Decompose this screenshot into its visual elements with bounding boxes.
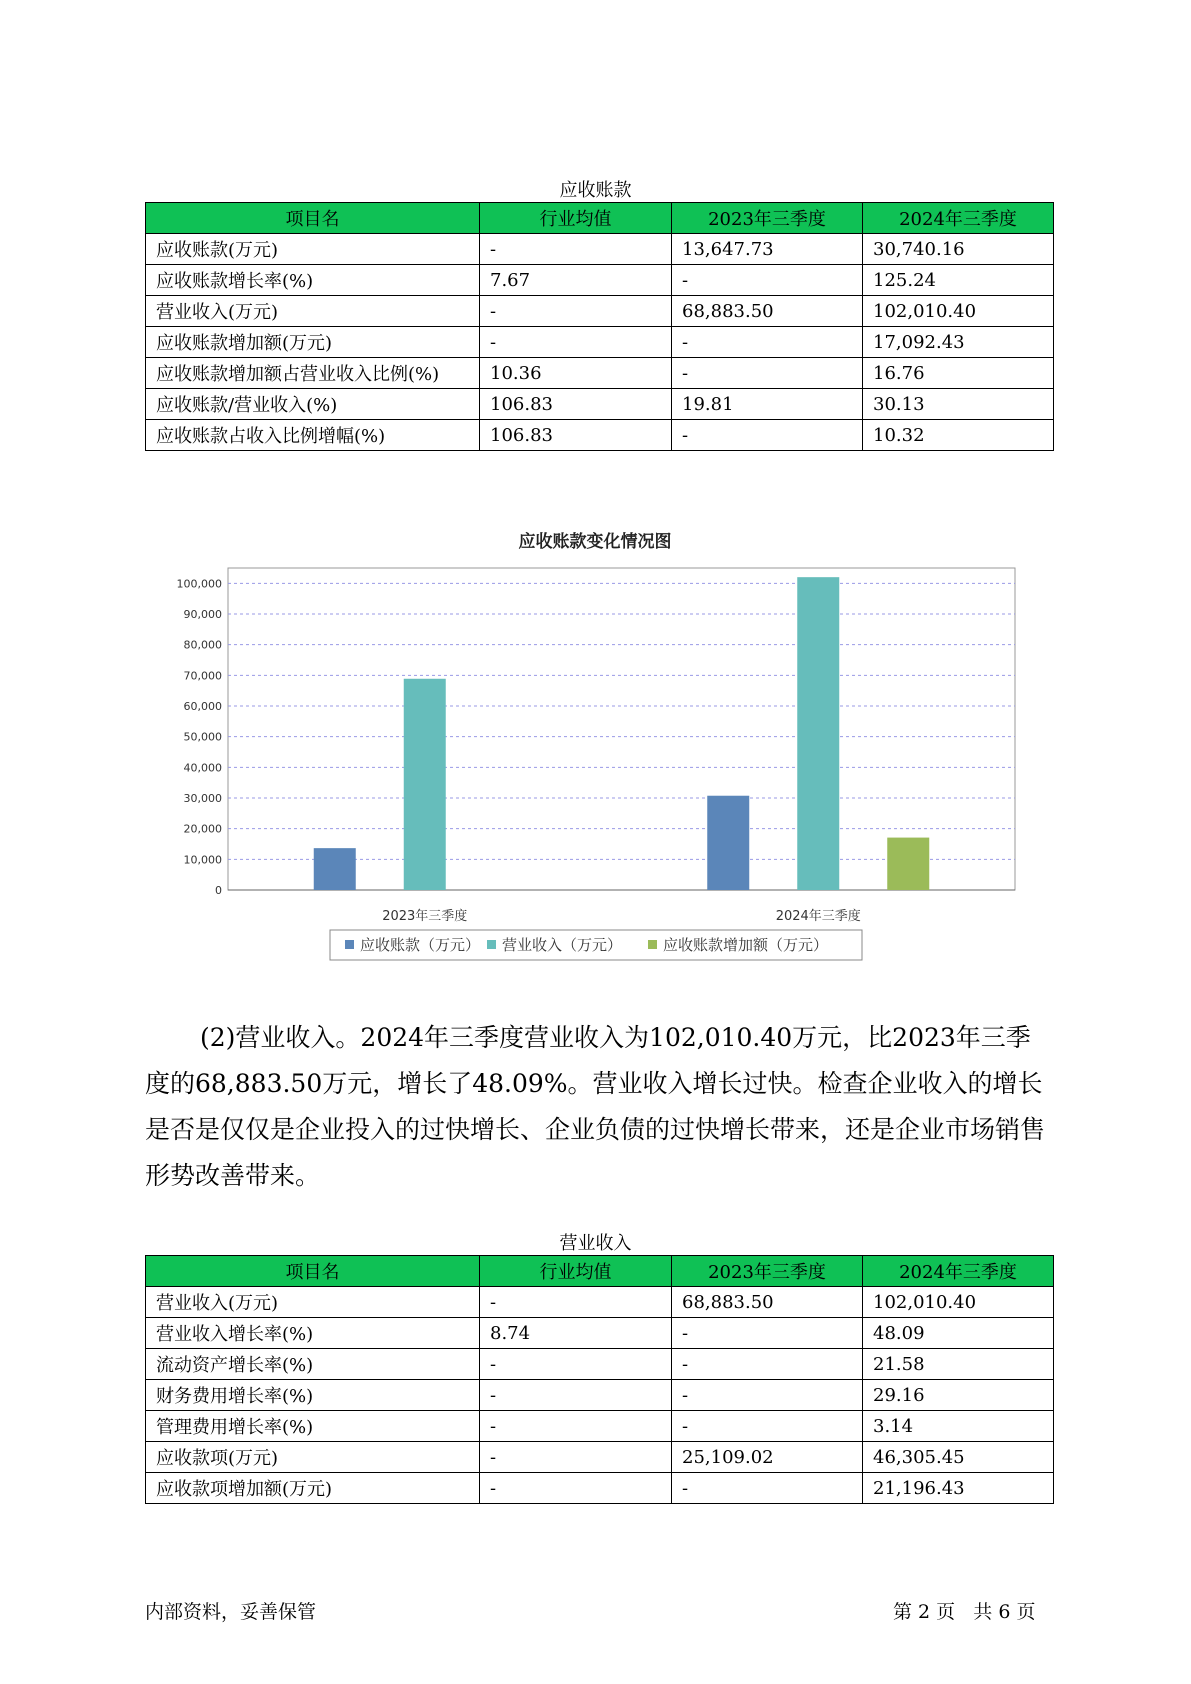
receivables-change-chart: [145, 518, 1045, 978]
y-tick-label: 40,000: [183, 761, 222, 775]
table-row: [146, 1473, 1054, 1504]
legend-swatch-3: [648, 940, 657, 949]
table-cell: -: [672, 1349, 863, 1380]
header-2024q3: 2024年三季度: [863, 1256, 1054, 1287]
table-cell: 68,883.50: [672, 1287, 863, 1318]
legend-label: 应收账款（万元）: [360, 936, 481, 954]
y-tick-label: 60,000: [183, 700, 222, 713]
table-cell: 17,092.43: [863, 327, 1054, 358]
table-cell: 8.74: [480, 1318, 672, 1349]
table-cell: 102,010.40: [863, 1287, 1054, 1318]
table-row: [146, 1380, 1054, 1411]
table-cell: 68,883.50: [672, 296, 863, 327]
table-cell: -: [672, 358, 863, 389]
table-cell: 应收账款增长率(%): [146, 265, 480, 296]
y-tick-label: 0: [215, 884, 222, 897]
table-row: [146, 234, 1054, 265]
table-row: [146, 265, 1054, 296]
table-cell: 财务费用增长率(%): [146, 1380, 480, 1411]
chart-title: 应收账款变化情况图: [518, 532, 672, 552]
table-cell: 25,109.02: [672, 1442, 863, 1473]
table-cell: -: [480, 1349, 672, 1380]
header-industry-avg: 行业均值: [480, 1256, 672, 1287]
header-2024q3: 2024年三季度: [863, 203, 1054, 234]
table-row: [146, 1442, 1054, 1473]
table-cell: 13,647.73: [672, 234, 863, 265]
table-cell: 10.36: [480, 358, 672, 389]
legend-label: 营业收入（万元）: [502, 936, 623, 954]
header-2023q3: 2023年三季度: [672, 203, 863, 234]
receivables-table: [145, 202, 1054, 451]
table-cell: -: [672, 265, 863, 296]
header-industry-avg: 行业均值: [480, 203, 672, 234]
table-cell: 应收款项增加额(万元): [146, 1473, 480, 1504]
table-cell: 21,196.43: [863, 1473, 1054, 1504]
table-cell: 营业收入(万元): [146, 1287, 480, 1318]
table-cell: 125.24: [863, 265, 1054, 296]
table-cell: 21.58: [863, 1349, 1054, 1380]
table-cell: 19.81: [672, 389, 863, 420]
table-cell: -: [672, 1473, 863, 1504]
table-cell: -: [480, 1411, 672, 1442]
footer-confidential-note: 内部资料，妥善保管: [145, 1601, 317, 1623]
table-cell: 102,010.40: [863, 296, 1054, 327]
table-cell: -: [480, 1380, 672, 1411]
table-header-row: [146, 203, 1054, 234]
table-cell: 营业收入(万元): [146, 296, 480, 327]
table-cell: 30.13: [863, 389, 1054, 420]
table-cell: 29.16: [863, 1380, 1054, 1411]
table-cell: 10.32: [863, 420, 1054, 451]
table-cell: 3.14: [863, 1411, 1054, 1442]
y-tick-label: 70,000: [183, 669, 222, 683]
table-cell: 7.67: [480, 265, 672, 296]
x-category-label: 2023年三季度: [382, 909, 468, 924]
y-tick-label: 90,000: [183, 608, 222, 621]
table-cell: 应收账款/营业收入(%): [146, 389, 480, 420]
bar-1-1: [314, 848, 356, 890]
revenue-table: [145, 1255, 1054, 1504]
table-cell: -: [480, 234, 672, 265]
table-row: [146, 1318, 1054, 1349]
y-tick-label: 10,000: [183, 853, 222, 867]
table-cell: -: [480, 1287, 672, 1318]
legend-swatch-2: [487, 940, 496, 949]
bar-2-1: [404, 679, 446, 890]
table-cell: 应收账款占收入比例增幅(%): [146, 420, 480, 451]
revenue-analysis-paragraph: (2)营业收入。2024年三季度营业收入为102,010.40万元，比2023年三季度的68,883.50万元，增长了48.09%。营业收入增长过快。检查企业收入的增长是否是仅仅是企业投入的过快增长、企业负债的过快增长带来，还是企业市场销售形势改善带来。: [145, 1023, 1046, 1190]
table-cell: -: [672, 420, 863, 451]
legend-label: 应收账款增加额（万元）: [663, 936, 829, 954]
table2-caption: 营业收入: [559, 1233, 632, 1254]
table-cell: 应收账款(万元): [146, 234, 480, 265]
y-tick-label: 100,000: [176, 577, 222, 591]
table-cell: -: [480, 1442, 672, 1473]
bar-1-2: [707, 796, 749, 890]
table-cell: -: [672, 1411, 863, 1442]
table-cell: 16.76: [863, 358, 1054, 389]
table-cell: 30,740.16: [863, 234, 1054, 265]
table-cell: 应收账款增加额(万元): [146, 327, 480, 358]
table-cell: 48.09: [863, 1318, 1054, 1349]
table-header-row: [146, 1256, 1054, 1287]
table1-caption: 应收账款: [559, 180, 632, 201]
table-cell: -: [672, 1380, 863, 1411]
y-tick-label: 80,000: [183, 638, 222, 652]
table-row: [146, 296, 1054, 327]
table-cell: 应收款项(万元): [146, 1442, 480, 1473]
table-cell: 管理费用增长率(%): [146, 1411, 480, 1442]
table-cell: 46,305.45: [863, 1442, 1054, 1473]
table-cell: -: [672, 1318, 863, 1349]
table-cell: -: [480, 1473, 672, 1504]
y-tick-label: 50,000: [183, 730, 222, 744]
table-cell: 应收账款增加额占营业收入比例(%): [146, 358, 480, 389]
table-row: [146, 1349, 1054, 1380]
bar-3-2: [887, 838, 929, 890]
x-category-label: 2024年三季度: [775, 909, 861, 924]
header-item-name: 项目名: [146, 203, 480, 234]
table-cell: 流动资产增长率(%): [146, 1349, 480, 1380]
table-cell: 106.83: [480, 420, 672, 451]
y-tick-label: 30,000: [183, 792, 222, 805]
y-tick-label: 20,000: [183, 822, 222, 836]
footer-page-number: 第 2 页 共 6 页: [893, 1601, 1036, 1623]
header-2023q3: 2023年三季度: [672, 1256, 863, 1287]
table-row: [146, 1411, 1054, 1442]
table-cell: 营业收入增长率(%): [146, 1318, 480, 1349]
table-row: [146, 358, 1054, 389]
table-cell: -: [480, 296, 672, 327]
table-cell: -: [672, 327, 863, 358]
table-row: [146, 327, 1054, 358]
bar-2-2: [797, 577, 839, 890]
table-row: [146, 420, 1054, 451]
table-row: [146, 1287, 1054, 1318]
table-row: [146, 389, 1054, 420]
header-item-name: 项目名: [146, 1256, 480, 1287]
legend-swatch-1: [345, 940, 354, 949]
table-cell: -: [480, 327, 672, 358]
table-cell: 106.83: [480, 389, 672, 420]
